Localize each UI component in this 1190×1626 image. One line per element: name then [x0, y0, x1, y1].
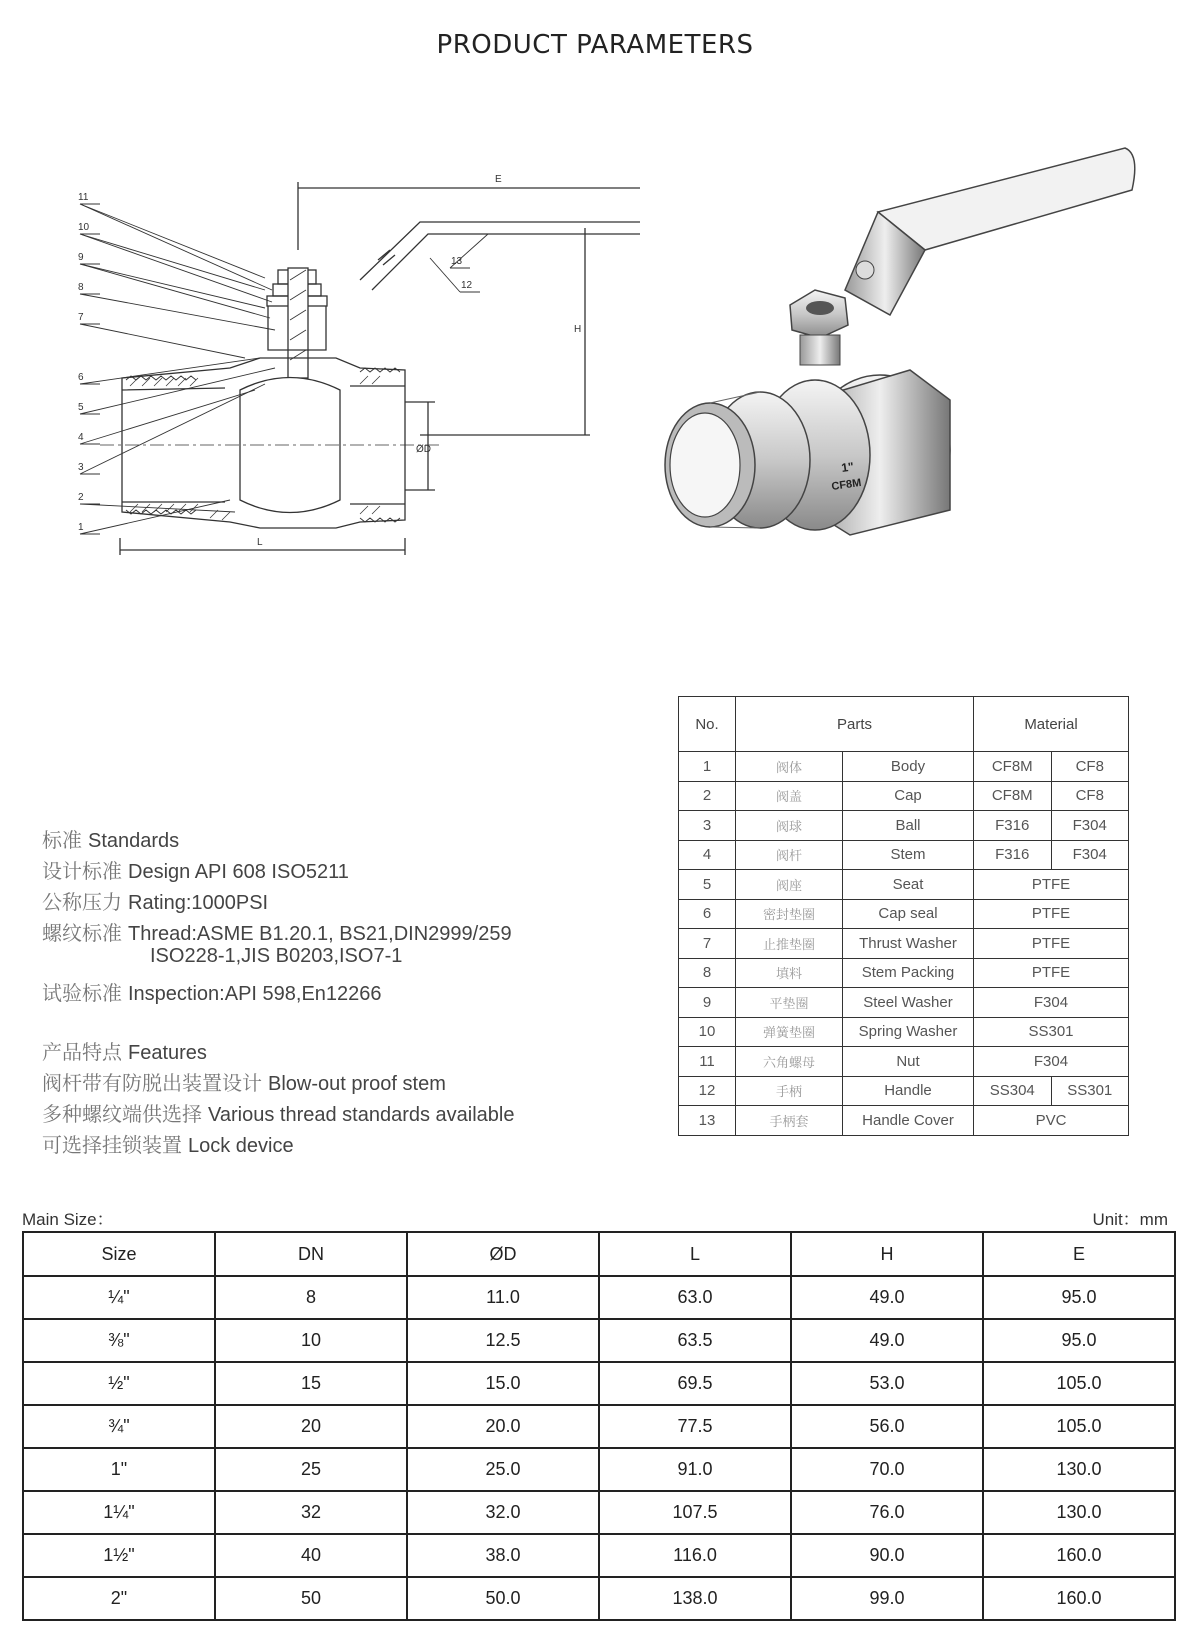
cell-size: 1¼": [23, 1491, 215, 1534]
cell-dn: 40: [215, 1534, 407, 1577]
callout-5: 5: [78, 402, 84, 413]
table-row: [679, 1106, 1129, 1136]
cell-l: 107.5: [599, 1491, 791, 1534]
part-name-cn: 平垫圈: [736, 988, 843, 1018]
part-no: 7: [679, 929, 736, 959]
part-material-2: CF8: [1051, 781, 1129, 811]
cell-dn: 10: [215, 1319, 407, 1362]
part-name-en: Stem: [843, 840, 974, 870]
rating-standard: 公称压力 Rating:1000PSI: [42, 890, 269, 914]
table-header-row: [23, 1232, 1175, 1276]
cell-e: 95.0: [983, 1319, 1175, 1362]
cell-h: 49.0: [791, 1276, 983, 1319]
part-no: 11: [679, 1047, 736, 1077]
thread-standard: 螺纹标准 Thread:ASME B1.20.1, BS21,DIN2999/259: [42, 921, 512, 945]
part-no: 5: [679, 870, 736, 900]
feature-item: 多种螺纹端供选择 Various thread standards available: [42, 1102, 515, 1126]
part-name-cn: 弹簧垫圈: [736, 1017, 843, 1047]
cell-od: 11.0: [407, 1276, 599, 1319]
part-no: 12: [679, 1076, 736, 1106]
part-name-en: Handle: [843, 1076, 974, 1106]
table-header-row: [679, 697, 1129, 752]
cell-size: ¾": [23, 1405, 215, 1448]
cell-dn: 8: [215, 1276, 407, 1319]
design-standard: 设计标准 Design API 608 ISO5211: [42, 859, 349, 883]
part-name-en: Cap: [843, 781, 974, 811]
cell-e: 105.0: [983, 1405, 1175, 1448]
part-name-en: Spring Washer: [843, 1017, 974, 1047]
cell-dn: 25: [215, 1448, 407, 1491]
inspection-standard: 试验标准 Inspection:API 598,En12266: [42, 981, 382, 1005]
cell-od: 25.0: [407, 1448, 599, 1491]
col-header-od: ØD: [407, 1232, 599, 1276]
table-row: [679, 988, 1129, 1018]
photo-size-mark: 1": [840, 459, 855, 475]
cell-od: 20.0: [407, 1405, 599, 1448]
part-name-cn: 密封垫圈: [736, 899, 843, 929]
part-material-1: CF8M: [974, 781, 1052, 811]
cell-od: 50.0: [407, 1577, 599, 1620]
col-header-l: L: [599, 1232, 791, 1276]
part-material: PTFE: [974, 929, 1129, 959]
cell-dn: 20: [215, 1405, 407, 1448]
cell-h: 53.0: [791, 1362, 983, 1405]
cell-h: 70.0: [791, 1448, 983, 1491]
callout-4: 4: [78, 432, 84, 443]
part-name-en: Handle Cover: [843, 1106, 974, 1136]
part-material: F304: [974, 1047, 1129, 1077]
col-header-size: Size: [23, 1232, 215, 1276]
part-no: 1: [679, 752, 736, 782]
part-no: 6: [679, 899, 736, 929]
table-row: [679, 929, 1129, 959]
part-material-2: F304: [1051, 811, 1129, 841]
dim-l-label: L: [257, 537, 263, 548]
page-title: PRODUCT PARAMETERS: [436, 30, 754, 60]
cell-l: 69.5: [599, 1362, 791, 1405]
callout-13: 13: [451, 256, 463, 267]
callout-12: 12: [461, 280, 473, 291]
part-name-cn: 止推垫圈: [736, 929, 843, 959]
cell-l: 116.0: [599, 1534, 791, 1577]
part-name-cn: 阀座: [736, 870, 843, 900]
table-row: [679, 1076, 1129, 1106]
cell-h: 99.0: [791, 1577, 983, 1620]
callout-7: 7: [78, 312, 84, 323]
main-size-label: Main Size：: [22, 1210, 114, 1229]
part-material: SS301: [974, 1017, 1129, 1047]
part-material-1: CF8M: [974, 752, 1052, 782]
thread-standard-cont: ISO228-1,JIS B0203,ISO7-1: [150, 945, 403, 967]
part-no: 8: [679, 958, 736, 988]
cell-e: 130.0: [983, 1491, 1175, 1534]
part-no: 3: [679, 811, 736, 841]
cell-h: 90.0: [791, 1534, 983, 1577]
part-name-cn: 六角螺母: [736, 1047, 843, 1077]
unit-label: Unit：mm: [1092, 1210, 1168, 1229]
part-no: 13: [679, 1106, 736, 1136]
part-name-en: Steel Washer: [843, 988, 974, 1018]
part-material-2: CF8: [1051, 752, 1129, 782]
cell-od: 38.0: [407, 1534, 599, 1577]
part-material: PVC: [974, 1106, 1129, 1136]
valve-section-drawing: [60, 140, 640, 580]
part-name-cn: 阀球: [736, 811, 843, 841]
part-material-2: F304: [1051, 840, 1129, 870]
table-row: [679, 811, 1129, 841]
col-header-material: Material: [974, 697, 1129, 752]
cell-h: 76.0: [791, 1491, 983, 1534]
callout-3: 3: [78, 462, 84, 473]
cell-size: 2": [23, 1577, 215, 1620]
feature-item: 阀杆带有防脱出装置设计 Blow-out proof stem: [42, 1071, 446, 1095]
parts-table: [678, 696, 1129, 1136]
photo-material-mark: CF8M: [830, 476, 863, 493]
table-row: [23, 1534, 1175, 1577]
table-row: [679, 1017, 1129, 1047]
part-no: 2: [679, 781, 736, 811]
part-name-cn: 手柄套: [736, 1106, 843, 1136]
cell-e: 105.0: [983, 1362, 1175, 1405]
part-name-cn: 填料: [736, 958, 843, 988]
standards-heading: 标准 Standards: [42, 828, 180, 852]
cell-l: 63.0: [599, 1276, 791, 1319]
callout-1: 1: [78, 522, 84, 533]
cell-l: 138.0: [599, 1577, 791, 1620]
part-name-en: Stem Packing: [843, 958, 974, 988]
cell-size: ½": [23, 1362, 215, 1405]
table-row: [23, 1405, 1175, 1448]
dim-h-label: H: [574, 324, 582, 335]
table-row: [23, 1362, 1175, 1405]
table-row: [679, 870, 1129, 900]
cell-od: 15.0: [407, 1362, 599, 1405]
dim-od-label: ØD: [416, 444, 431, 455]
cell-od: 12.5: [407, 1319, 599, 1362]
part-material-2: SS301: [1051, 1076, 1129, 1106]
part-material-1: SS304: [974, 1076, 1052, 1106]
part-name-en: Nut: [843, 1047, 974, 1077]
cell-l: 91.0: [599, 1448, 791, 1491]
cell-e: 130.0: [983, 1448, 1175, 1491]
part-no: 4: [679, 840, 736, 870]
callout-9: 9: [78, 252, 84, 263]
callout-10: 10: [78, 222, 90, 233]
cell-e: 160.0: [983, 1534, 1175, 1577]
cell-dn: 15: [215, 1362, 407, 1405]
part-name-en: Thrust Washer: [843, 929, 974, 959]
table-row: [679, 1047, 1129, 1077]
cell-e: 95.0: [983, 1276, 1175, 1319]
part-name-en: Cap seal: [843, 899, 974, 929]
part-material: PTFE: [974, 958, 1129, 988]
table-row: [23, 1276, 1175, 1319]
cell-l: 63.5: [599, 1319, 791, 1362]
part-no: 9: [679, 988, 736, 1018]
part-name-cn: 阀杆: [736, 840, 843, 870]
dim-e-label: E: [495, 174, 502, 185]
col-header-e: E: [983, 1232, 1175, 1276]
part-name-en: Ball: [843, 811, 974, 841]
callout-6: 6: [78, 372, 84, 383]
table-row: [679, 899, 1129, 929]
part-name-en: Body: [843, 752, 974, 782]
part-name-cn: 阀体: [736, 752, 843, 782]
features-heading: 产品特点 Features: [42, 1040, 207, 1064]
table-row: [679, 840, 1129, 870]
cell-od: 32.0: [407, 1491, 599, 1534]
part-name-cn: 手柄: [736, 1076, 843, 1106]
part-name-cn: 阀盖: [736, 781, 843, 811]
part-name-en: Seat: [843, 870, 974, 900]
part-material-1: F316: [974, 811, 1052, 841]
table-row: [23, 1577, 1175, 1620]
cell-size: ⅜": [23, 1319, 215, 1362]
table-row: [679, 752, 1129, 782]
part-material: F304: [974, 988, 1129, 1018]
part-material: PTFE: [974, 870, 1129, 900]
col-header-parts: Parts: [736, 697, 974, 752]
callout-2: 2: [78, 492, 84, 503]
cell-dn: 32: [215, 1491, 407, 1534]
cell-h: 49.0: [791, 1319, 983, 1362]
cell-l: 77.5: [599, 1405, 791, 1448]
table-row: [23, 1319, 1175, 1362]
table-row: [679, 781, 1129, 811]
table-row: [23, 1491, 1175, 1534]
part-material-1: F316: [974, 840, 1052, 870]
col-header-no: No.: [679, 697, 736, 752]
part-material: PTFE: [974, 899, 1129, 929]
part-no: 10: [679, 1017, 736, 1047]
cell-h: 56.0: [791, 1405, 983, 1448]
callout-8: 8: [78, 282, 84, 293]
cell-size: ¼": [23, 1276, 215, 1319]
table-row: [679, 958, 1129, 988]
cell-size: 1½": [23, 1534, 215, 1577]
cell-size: 1": [23, 1448, 215, 1491]
col-header-dn: DN: [215, 1232, 407, 1276]
cell-e: 160.0: [983, 1577, 1175, 1620]
valve-product-image: [650, 140, 1150, 580]
feature-item: 可选择挂锁装置 Lock device: [42, 1133, 294, 1157]
main-size-table: [22, 1231, 1176, 1621]
table-row: [23, 1448, 1175, 1491]
cell-dn: 50: [215, 1577, 407, 1620]
col-header-h: H: [791, 1232, 983, 1276]
callout-11: 11: [78, 192, 89, 203]
